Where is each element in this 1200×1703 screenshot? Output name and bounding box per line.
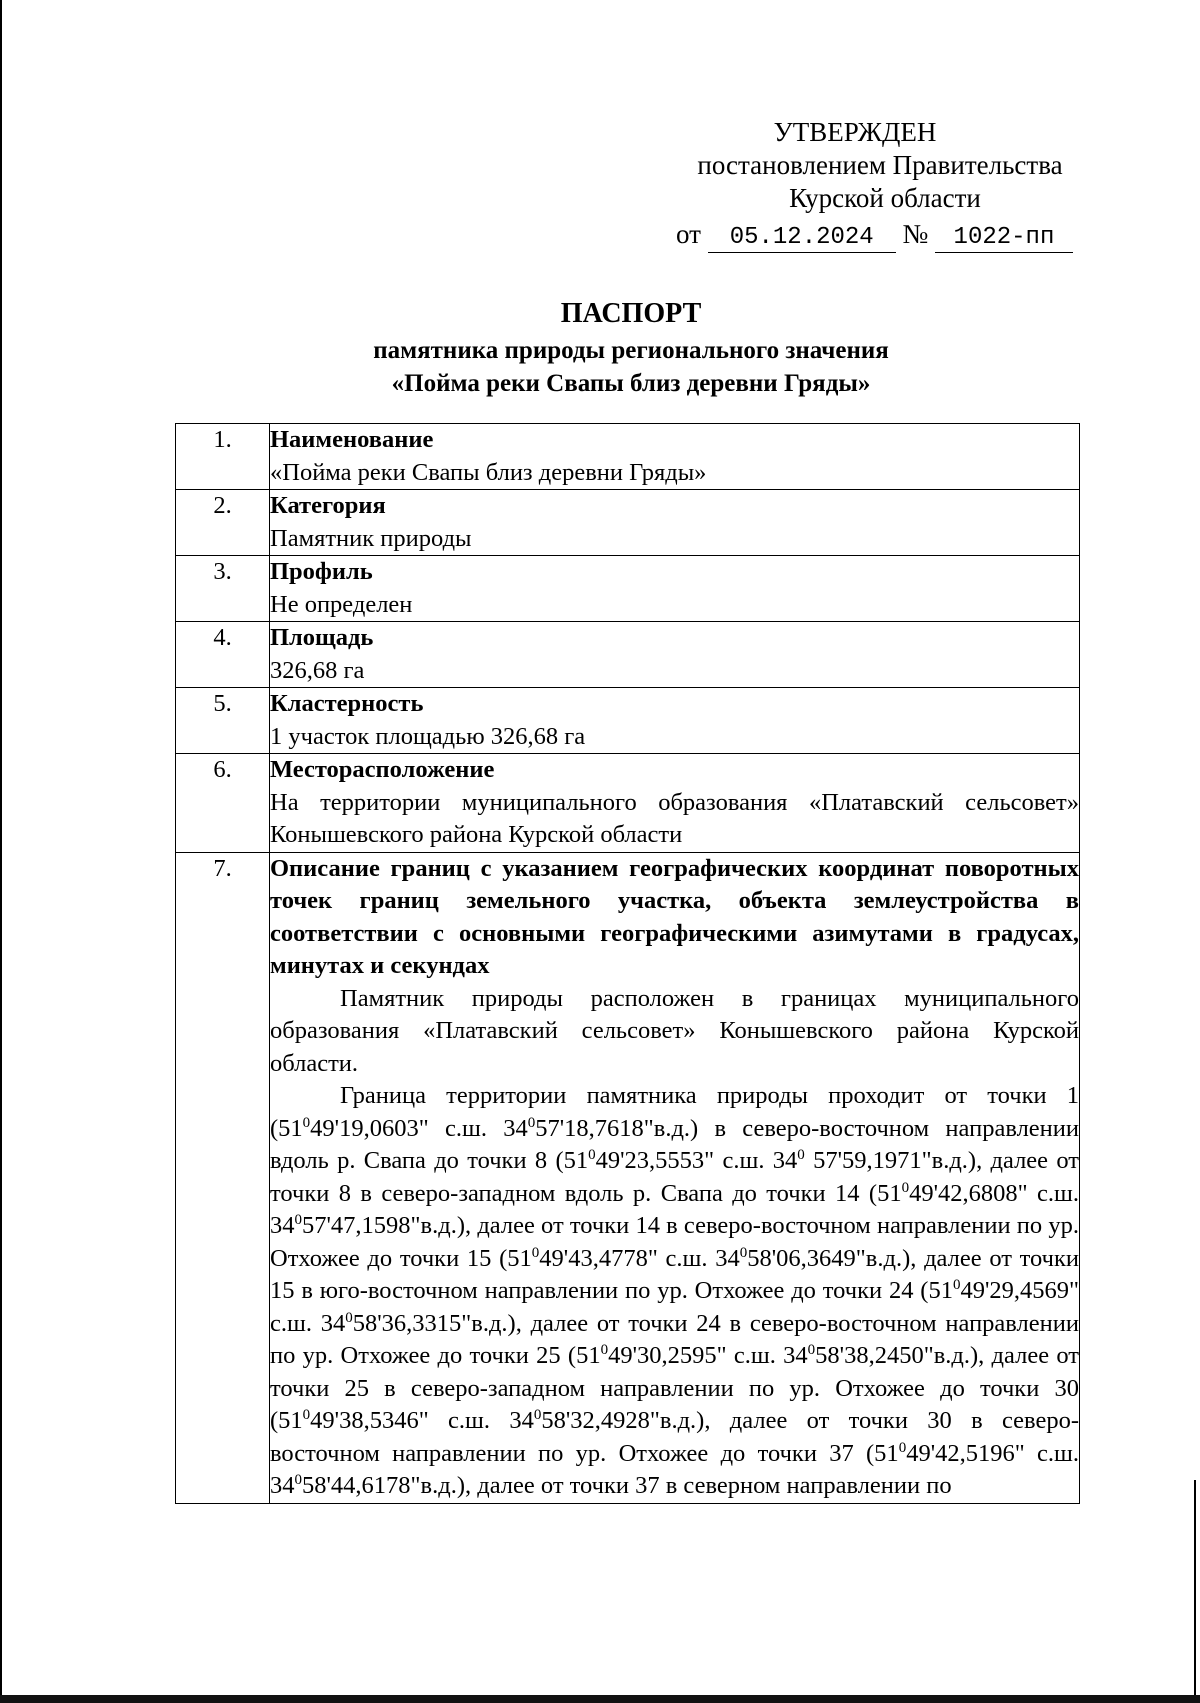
degree-superscript: 0 [952,1276,961,1293]
decree-line [676,219,1073,253]
paragraph-text: 57'47,1598"в.д.), далее от точки 14 в северо-восточном направлении по ур. Отхожее до точки 15 (51 [270,1212,1079,1272]
row-number: 6. [176,754,270,853]
row-content [270,688,1080,754]
row-title: Наименование [270,426,434,453]
degree-superscript: 0 [797,1146,805,1163]
row-content [270,622,1080,688]
approved-title: УТВЕРЖДЕН [773,117,937,147]
passport-header [0,294,1200,400]
degree-superscript: 0 [600,1341,609,1358]
table-row [176,852,1080,1503]
row-content [270,556,1080,622]
decree-number: 1022-пп [935,224,1073,253]
paragraph-text: 58'32,4928"в.д.), далее от точки 30 в северо-восточном направлении по ур. Отхожее до точки 37 (51 [270,1407,1079,1467]
row-title: Площадь [270,624,374,651]
table-row [176,688,1080,754]
degree-superscript: 0 [294,1211,302,1228]
table-row [176,556,1080,622]
scan-bottom-edge [0,1695,1200,1703]
scan-left-edge [0,0,2,1703]
row-content [270,852,1080,1503]
row-number: 5. [176,688,270,754]
degree-superscript: 0 [739,1244,748,1261]
row-title: Кластерность [270,690,424,717]
table-row [176,424,1080,490]
row-number: 3. [176,556,270,622]
degree-superscript: 0 [345,1309,353,1326]
row-text: На территории муниципального образования «Платавский сельсовет» Конышевского района Курской области [270,788,1079,848]
row-number: 4. [176,622,270,688]
description-paragraph-1: Памятник природы расположен в границах муниципального образования «Платавский сельсовет» Конышевского района Курской области. [270,984,1079,1077]
row-number: 2. [176,490,270,556]
row-text: Памятник природы [270,524,472,552]
paragraph-text: 58'38,2450"в.д.), далее от точки 25 в северо-западном направлении по ур. Отхожее до точки 30 (51 [270,1342,1079,1434]
approval-block [560,116,1120,215]
paragraph-text: Граница территории памятника природы проходит от точки 1 (51 [270,1082,1079,1142]
row-text: 1 участок площадью 326,68 га [270,722,586,750]
decree-date: 05.12.2024 [708,224,896,253]
row-content [270,490,1080,556]
degree-superscript: 0 [294,1471,302,1488]
paragraph-text: 49'43,4778" с.ш. 34 [539,1244,740,1272]
scan-right-edge [1194,1480,1196,1700]
paragraph-text: 49'38,5346" с.ш. 34 [310,1407,534,1434]
passport-subtitle-2: «Пойма реки Свапы близ деревни Гряды» [391,370,871,397]
paragraph-text: 58'06,3649"в.д.), далее от точки 15 в юго-восточном направлении по ур. Отхожее до точки 24 (51 [270,1244,1080,1304]
row-title: Категория [270,492,386,519]
passport-title: ПАСПОРТ [560,298,702,329]
table-row [176,754,1080,853]
description-paragraph-2 [270,1080,1079,1503]
number-prefix: № [902,219,929,249]
degree-superscript: 0 [898,1439,907,1456]
degree-superscript: 0 [533,1406,542,1423]
passport-subtitle-1: памятника природы регионального значения [373,337,889,364]
paragraph-text: 49'29,4569" с.ш. 34 [270,1277,1079,1337]
paragraph-text: 49'42,6808" с.ш. 34 [270,1179,1079,1239]
paragraph-text: 49'42,5196" с.ш. 34 [270,1439,1080,1499]
passport-table [175,423,1080,1504]
degree-superscript: 0 [302,1406,311,1423]
paragraph-text: 57'18,7618"в.д.) в северо-восточном направлении вдоль р. Свапа до точки 8 (51 [270,1114,1080,1174]
paragraph-text: 58'44,6178"в.д.), далее от точки 37 в северном направлении по [302,1472,952,1499]
approval-line-government: постановлением Правительства [697,150,1063,180]
paragraph-text: 57'59,1971"в.д.), далее от точки 8 в северо-западном вдоль р. Свапа до точки 14 (51 [270,1147,1079,1207]
row-title: Месторасположение [270,756,495,783]
date-prefix: от [676,219,701,249]
degree-superscript: 0 [531,1244,540,1261]
row-title: Профиль [270,558,373,585]
table-row [176,622,1080,688]
degree-superscript: 0 [588,1146,596,1163]
row-text: «Пойма реки Свапы близ деревни Гряды» [270,458,707,486]
row-title: Описание границ с указанием географических координат поворотных точек границ земельного участка, объекта землеустройства в соответствии с основными географическими азимутами в градусах, минутах и секундах [270,854,1079,979]
paragraph-text: 49'19,0603" с.ш. 34 [310,1114,528,1142]
row-text: 326,68 га [270,656,365,684]
row-content [270,424,1080,490]
degree-superscript: 0 [527,1114,536,1131]
row-number: 1. [176,424,270,490]
paragraph-text: 49'30,2595" с.ш. 34 [608,1342,808,1369]
degree-superscript: 0 [302,1114,311,1131]
paragraph-text: 58'36,3315"в.д.), далее от точки 24 в северо-восточном направлении по ур. Отхожее до точки 25 (51 [270,1309,1079,1369]
row-content [270,754,1080,853]
paragraph-text: 49'23,5553" с.ш. 34 [595,1147,798,1174]
row-text: Не определен [270,590,413,618]
degree-superscript: 0 [901,1179,910,1196]
approval-line-region: Курской области [789,183,981,213]
table-row [176,490,1080,556]
degree-superscript: 0 [807,1341,816,1358]
row-number: 7. [176,852,270,1503]
